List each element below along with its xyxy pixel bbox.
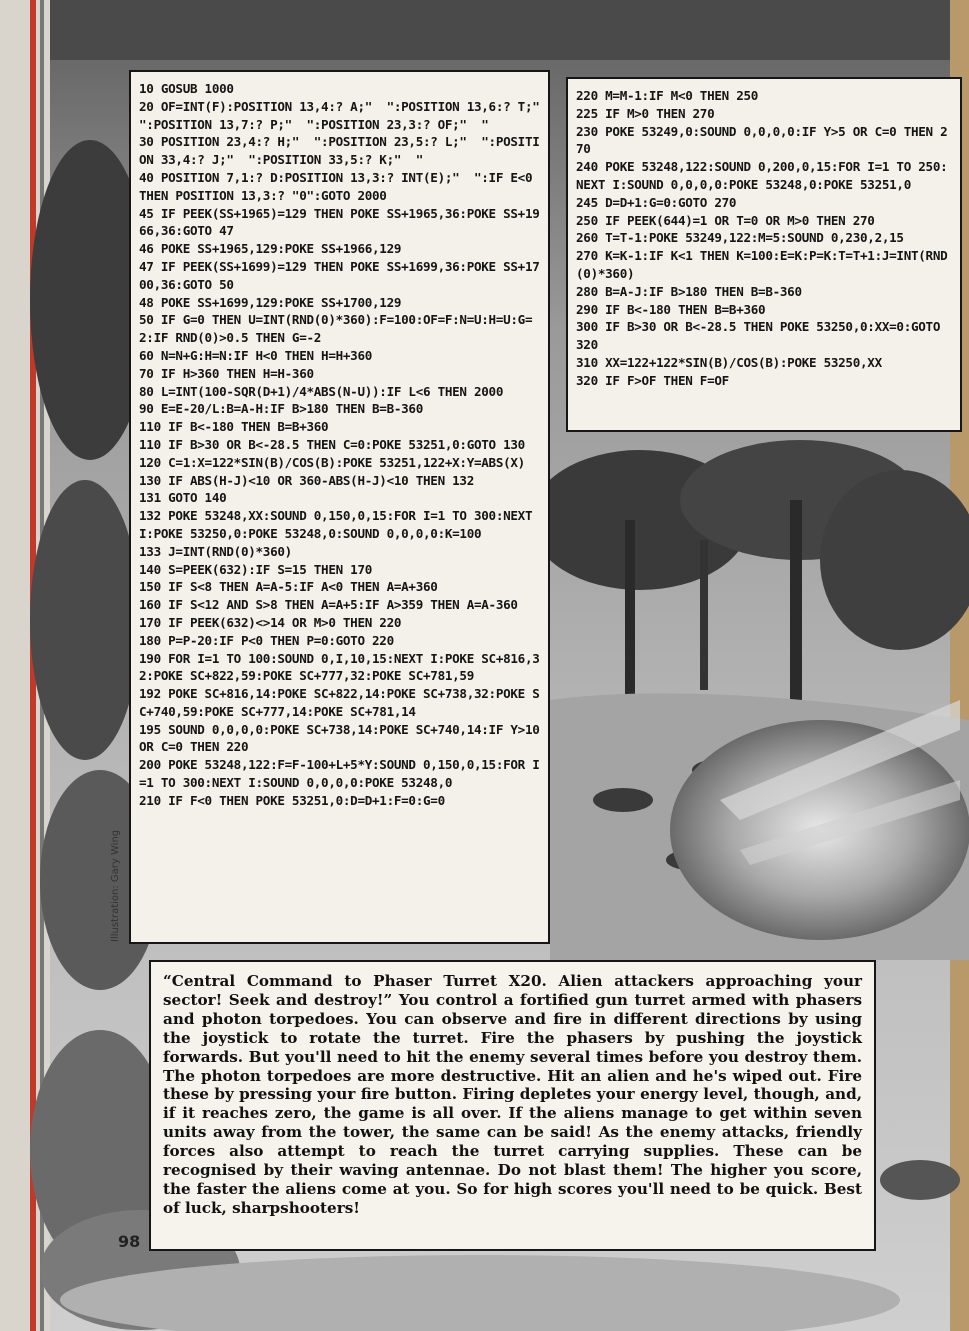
code-line: 190 FOR I=1 TO 100:SOUND 0,I,10,15:NEXT I:POKE SC+816,32:POKE SC+822,59:POKE SC+777,32:POKE SC+781,59 [139,650,540,684]
code-line: 220 M=M-1:IF M<0 THEN 250 [576,88,759,103]
code-line: 60 N=N+G:H=N:IF H<0 THEN H=H+360 [139,347,373,363]
code-line: 45 IF PEEK(SS+1965)=129 THEN POKE SS+1965,36:POKE SS+1966,36:GOTO 47 [139,205,540,239]
code-line: 170 IF PEEK(632)<>14 OR M>0 THEN 220 [139,614,402,630]
code-line: 210 IF F<0 THEN POKE 53251,0:D=D+1:F=0:G=0 [139,792,445,808]
code-line: 300 IF B>30 OR B<-28.5 THEN POKE 53250,0:XX=0:GOTO 320 [576,319,948,353]
game-description: “Central Command to Phaser Turret X20. Alien attackers approaching your sector! Seek and destroy!” You control a fortified gun turret armed with phasers and photon torpedoes. You can observe and fire in different directions by using the joystick to rotate the turret. Fire the phasers by pushing the joystick forwards. But you'll need to hit the enemy several times before you destroy them. The photon torpedoes are more destructive. Hit an alien and he's wiped out. Fire these by pressing your fire button. Firing depletes your energy level, though, and, if it reaches zero, the game is all over. If the aliens manage to get within seven units away from the tower, the same can be said! As the enemy attacks, friendly forces also attempt to reach the turret carrying supplies. These can be recognised by their waving antennae. Do not blast them! The higher you score, the faster the aliens come at you. So for high scores you'll need to be quick. Best of luck, sharpshooters! [149,960,876,1251]
code-line: 225 IF M>0 THEN 270 [576,105,715,121]
illustration-credit: Illustration: Gary Wing [110,829,121,942]
code-line: 240 POKE 53248,122:SOUND 0,200,0,15:FOR I=1 TO 250:NEXT I:SOUND 0,0,0,0:POKE 53248,0:POKE 53251,0 [576,159,948,192]
code-line: 140 S=PEEK(632):IF S=15 THEN 170 [139,561,373,577]
code-line: 20 OF=INT(F):POSITION 13,4:? A;" ":POSITION 13,6:? T;" ":POSITION 13,7:? P;" ":POSITION 23,3:? OF;" " [139,98,555,132]
code-line: 230 POKE 53249,0:SOUND 0,0,0,0:IF Y>5 OR C=0 THEN 270 [576,123,948,157]
code-line: 195 SOUND 0,0,0,0:POKE SC+738,14:POKE SC+740,14:IF Y>10 OR C=0 THEN 220 [139,721,547,755]
code-line: 320 IF F>OF THEN F=OF [576,372,729,388]
code-listing-right [566,77,962,432]
code-line: 310 XX=122+122*SIN(B)/COS(B):POKE 53250,XX [576,354,882,370]
code-line: 150 IF S<8 THEN A=A-5:IF A<0 THEN A=A+360 [139,579,438,595]
code-line: 70 IF H>360 THEN H=H-360 [139,365,314,381]
code-line: 110 IF B>30 OR B<-28.5 THEN C=0:POKE 53251,0:GOTO 130 [139,436,525,452]
code-line: 110 IF B<-180 THEN B=B+360 [139,419,329,435]
code-line: 48 POKE SS+1699,129:POKE SS+1700,129 [139,294,402,310]
code-line: 290 IF B<-180 THEN B=B+360 [576,301,766,317]
code-line: 270 K=K-1:IF K<1 THEN K=100:E=K:P=K:T=T+1:J=INT(RND(0)*360) [576,248,948,281]
code-line: 120 C=1:X=122*SIN(B)/COS(B):POKE 53251,122+X:Y=ABS(X) [139,454,525,470]
page-number: 98 [118,1232,141,1251]
code-line: 250 IF PEEK(644)=1 OR T=0 OR M>0 THEN 270 [576,212,875,228]
code-line: 80 L=INT(100-SQR(D+1)/4*ABS(N-U)):IF L<6 THEN 2000 [139,383,504,399]
code-line: 10 GOSUB 1000 [139,81,234,96]
code-line: 260 T=T-1:POKE 53249,122:M=5:SOUND 0,230,2,15 [576,230,904,246]
code-line: 46 POKE SS+1965,129:POKE SS+1966,129 [139,241,402,257]
code-line: 280 B=A-J:IF B>180 THEN B=B-360 [576,283,802,299]
code-line: 133 J=INT(RND(0)*360) [139,543,292,559]
code-line: 131 GOTO 140 [139,490,227,506]
code-line: 132 POKE 53248,XX:SOUND 0,150,0,15:FOR I=1 TO 300:NEXT I:POKE 53250,0:POKE 53248,0:SOUND 0,0,0,0:K=100 [139,508,540,541]
code-line: 200 POKE 53248,122:F=F-100+L+5*Y:SOUND 0,150,0,15:FOR I=1 TO 300:NEXT I:SOUND 0,0,0,0:POKE 53248,0 [139,757,540,791]
code-line: 180 P=P-20:IF P<0 THEN P=0:GOTO 220 [139,632,394,648]
code-listing-left [129,70,555,944]
code-line: 160 IF S<12 AND S>8 THEN A=A+5:IF A>359 THEN A=A-360 [139,597,518,613]
code-line: 50 IF G=0 THEN U=INT(RND(0)*360):F=100:OF=F:N=U:H=U:G=2:IF RND(0)>0.5 THEN G=-2 [139,312,533,346]
code-line: 130 IF ABS(H-J)<10 OR 360-ABS(H-J)<10 THEN 132 [139,472,474,488]
code-line: 47 IF PEEK(SS+1699)=129 THEN POKE SS+1699,36:POKE SS+1700,36:GOTO 50 [139,258,540,292]
code-line: 192 POKE SC+816,14:POKE SC+822,14:POKE SC+738,32:POKE SC+740,59:POKE SC+777,14:POKE SC+781,14 [139,686,540,719]
code-line: 90 E=E-20/L:B=A-H:IF B>180 THEN B=B-360 [139,401,424,417]
code-line: 40 POSITION 7,1:? D:POSITION 13,3:? INT(E);" ":IF E<0 THEN POSITION 13,3:? "0":GOTO 2000 [139,169,540,203]
code-line: 245 D=D+1:G=0:GOTO 270 [576,194,737,210]
code-line: 30 POSITION 23,4:? H;" ":POSITION 23,5:? L;" ":POSITION 33,4:? J;" ":POSITION 33,5:? K;" " [139,134,540,168]
